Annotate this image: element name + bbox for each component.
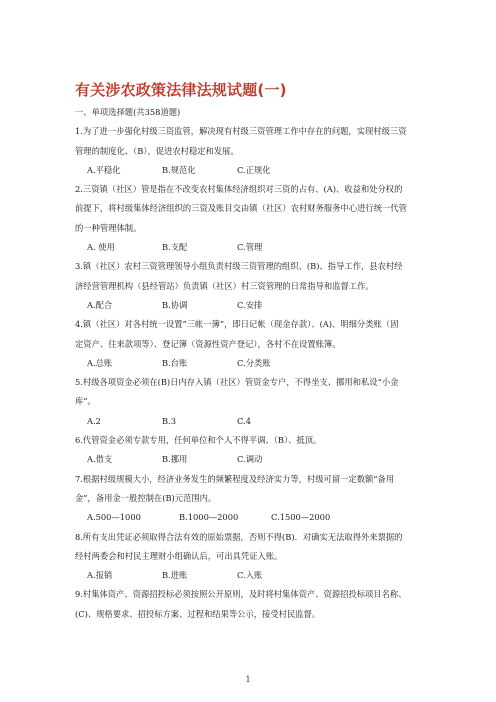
question-text-line: 2.三资镇（社区）管是指在不改变农村集体经济组织对三资的占有、(A)、收益和处分权的 xyxy=(75,184,403,195)
question-text-line: (C)、规格要求、招投标方案、过程和结果等公示，接受村民监督。 xyxy=(75,608,321,619)
question-text-line: 1.为了进一步强化村级三资监管，解决现有村级三资管理工作中存在的问题，实现村级三资 xyxy=(75,126,407,137)
answer-options xyxy=(75,450,423,469)
answer-option: C.管理 xyxy=(237,242,263,253)
question-text-line: 管理的制度化、（B），促进农村稳定和发展。 xyxy=(75,145,239,156)
question-text-line: 定资产、往来款项等）、登记簿（资源性资产登记），各村不在设置账簿。 xyxy=(75,338,341,349)
question-text-line: 金”，备用金一般控制在(B)元范围内。 xyxy=(75,492,217,503)
answer-options xyxy=(75,296,423,315)
answer-option: C.入账 xyxy=(237,570,263,581)
answer-option: C.正规化 xyxy=(237,164,271,175)
answer-option: A.2 xyxy=(87,415,101,426)
answer-option: C.调动 xyxy=(237,454,263,465)
question-item xyxy=(75,180,423,257)
question-text-line: 4.镇（社区）对各村统一设置“三帐一簿”，即日记帐（现金存款）、(A)、明细分类账（固 xyxy=(75,319,399,330)
question-text-line: 5.村级各项资金必须在(B)日内存入镇（社区）管资金专户，不得坐支、挪用和私设“小金 xyxy=(75,377,399,388)
question-item xyxy=(75,315,423,373)
question-item xyxy=(75,470,423,528)
question-text-line: 济经营管理机构（县经管站）负责镇（社区）村三资管理的日常指导和监督工作。 xyxy=(75,280,374,291)
question-text-line: 9.村集体资产、资源招投标必须按照公开原则，及时将村集体资产、资源招投标项目名称、 xyxy=(75,589,407,600)
answer-option: A.配合 xyxy=(87,299,113,310)
answer-option: A.平稳化 xyxy=(87,164,121,175)
answer-option: B.规范化 xyxy=(162,164,196,175)
answer-option: C.1500—2000 xyxy=(271,512,331,523)
question-text-line: 前提下，将村级集体经济组织的三资及账目交由镇（社区）农村财务服务中心进行统一代管 xyxy=(75,203,407,214)
questions-container xyxy=(75,122,423,624)
answer-option: C.安排 xyxy=(237,299,263,310)
answer-options xyxy=(75,508,423,527)
answer-options xyxy=(75,566,423,585)
question-text-line: 7.根据村级规模大小，经济业务发生的频繁程度及经济实力等，村级可留一定数额“备用 xyxy=(75,473,395,484)
question-item xyxy=(75,585,423,624)
answer-option: B.协调 xyxy=(162,299,188,310)
answer-option: B.1000—2000 xyxy=(179,512,239,523)
question-text-line: 经村两委会和村民主理财小组确认后，可出具凭证入账。 xyxy=(75,550,283,561)
question-text-line: 3.镇（社区）农村三资管理领导小组负责村级三资管理的组织、(B)、指导工作，县农村经 xyxy=(75,261,403,272)
question-item xyxy=(75,257,423,315)
question-text-line: 的一种管理体制。 xyxy=(75,222,142,233)
page-title: 有关涉农政策法律法规试题(一) xyxy=(75,81,287,99)
answer-option: B.进账 xyxy=(162,570,188,581)
question-item xyxy=(75,431,423,470)
answer-option: B.台账 xyxy=(162,357,188,368)
answer-options xyxy=(75,238,423,257)
answer-options xyxy=(75,354,423,373)
answer-option: A.借支 xyxy=(87,454,113,465)
page-number: 1 xyxy=(245,675,251,684)
answer-options xyxy=(75,412,423,431)
answer-option: C.分类账 xyxy=(237,357,271,368)
answer-option: A. 使用 xyxy=(87,242,115,253)
answer-option: C.4 xyxy=(237,415,251,426)
answer-option: A.总账 xyxy=(87,357,113,368)
answer-option: A.报销 xyxy=(87,570,113,581)
answer-option: B.挪用 xyxy=(162,454,188,465)
answer-option: A.500—1000 xyxy=(87,512,141,523)
question-item xyxy=(75,122,423,180)
answer-options xyxy=(75,161,423,180)
section-heading: 一、单项选择题(共358道题) xyxy=(75,107,181,117)
question-item xyxy=(75,528,423,586)
question-list xyxy=(75,103,423,624)
question-item xyxy=(75,373,423,431)
answer-option: B.支配 xyxy=(162,242,188,253)
question-text-line: 8.所有支出凭证必须取得合法有效的原始票据，否则不得(B)．对确实无法取得外来票据的 xyxy=(75,531,403,542)
question-text-line: 6.代管资金必须专款专用，任何单位和个人不得平调、（B）、抵顶。 xyxy=(75,435,322,446)
answer-option: B.3 xyxy=(162,415,177,426)
question-text-line: 库”。 xyxy=(75,396,96,407)
